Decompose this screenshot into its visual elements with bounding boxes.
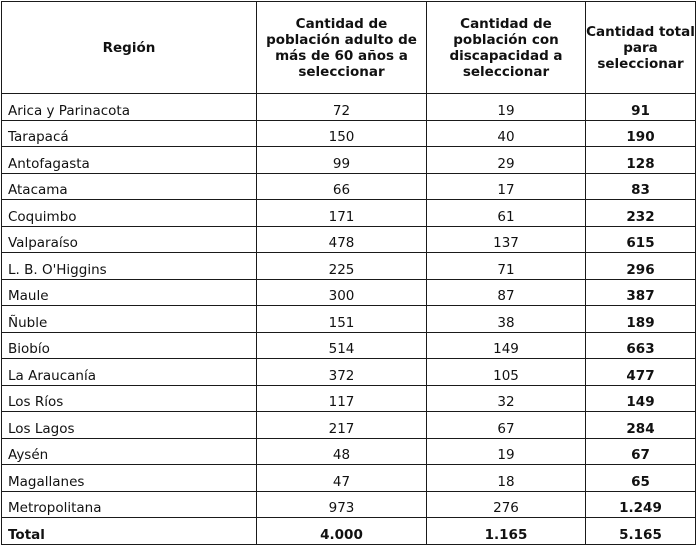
totals-total: 5.165 [586, 518, 696, 545]
adultos-cell: 514 [257, 332, 427, 359]
table-row [2, 385, 696, 412]
region-cell: Metropolitana [2, 491, 257, 518]
total-cell: 1.249 [586, 491, 696, 518]
discapacidad-cell: 40 [427, 120, 586, 147]
totals-row [2, 518, 696, 545]
adultos-cell: 66 [257, 173, 427, 200]
adultos-cell: 99 [257, 147, 427, 174]
total-cell: 67 [586, 438, 696, 465]
region-cell: Aysén [2, 438, 257, 465]
total-cell: 663 [586, 332, 696, 359]
total-cell: 128 [586, 147, 696, 174]
region-cell: Ñuble [2, 306, 257, 333]
region-cell: Los Lagos [2, 412, 257, 439]
adultos-cell: 217 [257, 412, 427, 439]
total-cell: 190 [586, 120, 696, 147]
header-total: Cantidad total para seleccionar [586, 2, 696, 94]
discapacidad-cell: 19 [427, 94, 586, 121]
total-cell: 387 [586, 279, 696, 306]
table-body [2, 94, 696, 518]
discapacidad-cell: 87 [427, 279, 586, 306]
region-cell: Coquimbo [2, 200, 257, 227]
region-selection-table [1, 1, 696, 545]
table-row [2, 226, 696, 253]
region-cell: L. B. O'Higgins [2, 253, 257, 280]
total-cell: 232 [586, 200, 696, 227]
adultos-cell: 48 [257, 438, 427, 465]
table-row [2, 438, 696, 465]
table-row [2, 465, 696, 492]
adultos-cell: 151 [257, 306, 427, 333]
region-cell: Magallanes [2, 465, 257, 492]
header-region: Región [2, 2, 257, 94]
discapacidad-cell: 38 [427, 306, 586, 333]
adultos-cell: 47 [257, 465, 427, 492]
table-row [2, 200, 696, 227]
totals-label: Total [2, 518, 257, 545]
total-cell: 296 [586, 253, 696, 280]
table-row [2, 332, 696, 359]
header-adultos: Cantidad de población adulto de más de 60 años a seleccionar [257, 2, 427, 94]
table-row [2, 94, 696, 121]
table-row [2, 412, 696, 439]
discapacidad-cell: 67 [427, 412, 586, 439]
discapacidad-cell: 19 [427, 438, 586, 465]
region-cell: La Araucanía [2, 359, 257, 386]
table-row [2, 491, 696, 518]
adultos-cell: 171 [257, 200, 427, 227]
discapacidad-cell: 276 [427, 491, 586, 518]
discapacidad-cell: 105 [427, 359, 586, 386]
region-cell: Maule [2, 279, 257, 306]
discapacidad-cell: 61 [427, 200, 586, 227]
discapacidad-cell: 149 [427, 332, 586, 359]
total-cell: 477 [586, 359, 696, 386]
region-cell: Valparaíso [2, 226, 257, 253]
region-cell: Tarapacá [2, 120, 257, 147]
total-cell: 83 [586, 173, 696, 200]
total-cell: 615 [586, 226, 696, 253]
discapacidad-cell: 32 [427, 385, 586, 412]
totals-discapacidad: 1.165 [427, 518, 586, 545]
total-cell: 284 [586, 412, 696, 439]
discapacidad-cell: 71 [427, 253, 586, 280]
discapacidad-cell: 18 [427, 465, 586, 492]
region-cell: Los Ríos [2, 385, 257, 412]
region-cell: Antofagasta [2, 147, 257, 174]
adultos-cell: 150 [257, 120, 427, 147]
adultos-cell: 372 [257, 359, 427, 386]
table-row [2, 147, 696, 174]
adultos-cell: 117 [257, 385, 427, 412]
discapacidad-cell: 137 [427, 226, 586, 253]
table-row [2, 306, 696, 333]
region-cell: Atacama [2, 173, 257, 200]
adultos-cell: 478 [257, 226, 427, 253]
table-row [2, 253, 696, 280]
header-row [2, 2, 696, 94]
adultos-cell: 300 [257, 279, 427, 306]
total-cell: 149 [586, 385, 696, 412]
total-cell: 65 [586, 465, 696, 492]
adultos-cell: 72 [257, 94, 427, 121]
discapacidad-cell: 29 [427, 147, 586, 174]
table-row [2, 359, 696, 386]
region-cell: Arica y Parinacota [2, 94, 257, 121]
total-cell: 189 [586, 306, 696, 333]
header-discapacidad: Cantidad de población con discapacidad a seleccionar [427, 2, 586, 94]
adultos-cell: 225 [257, 253, 427, 280]
discapacidad-cell: 17 [427, 173, 586, 200]
table-row [2, 173, 696, 200]
table-row [2, 279, 696, 306]
adultos-cell: 973 [257, 491, 427, 518]
table-row [2, 120, 696, 147]
total-cell: 91 [586, 94, 696, 121]
region-cell: Biobío [2, 332, 257, 359]
totals-adultos: 4.000 [257, 518, 427, 545]
